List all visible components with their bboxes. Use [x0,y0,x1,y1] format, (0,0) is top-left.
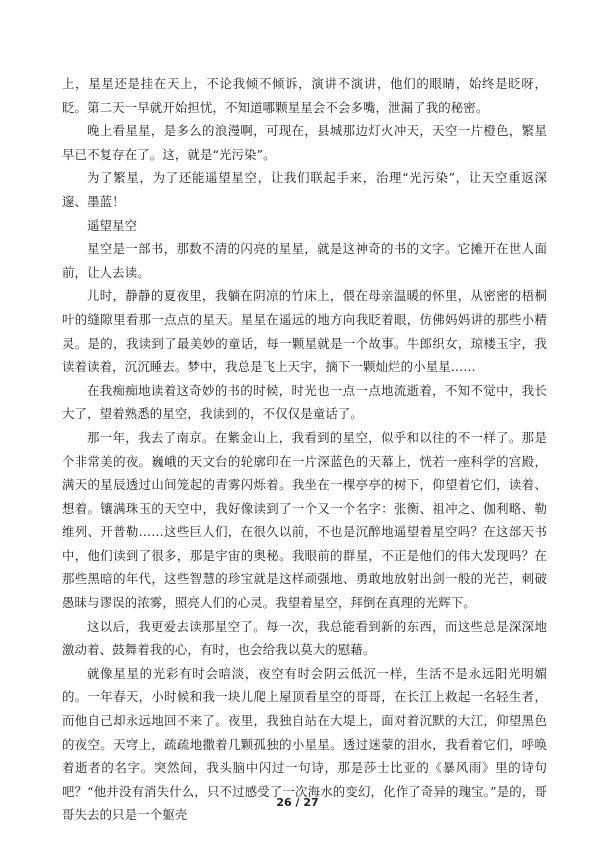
essay-title: 遥望星空 [87,217,138,233]
paragraph-brother: 就像星星的光彩有时会暗淡，夜空有时会阴云低沉一样，生活不是永远阳光明媚的。一年春天，小时候和我一块儿爬上屋顶看星空的哥哥，在长江上救起一名轻生者，而他自己却永远地回不来了。夜里，我独自站在大堤上，面对着沉默的大江，仰望黑色的夜空。天穹上，疏疏地撒着几颗孤独的小星星。透过迷蒙的泪水，我看着它们，呼唤着逝者的名字。突然间，我头脑中闪过一句诗，那是莎士比亚的《暴风雨》里的诗句吧？“他并没有消失什么，只不过感受了一次海水的变幻，化作了奇异的瑰宝。”是的，哥哥失去的只是一个躯壳 [62,665,547,823]
paragraph-continuation: 上，星星还是挂在天上，不论我倾不倾诉，演讲不演讲，他们的眼睛，始终是眨呀，眨。第二天一早就开始担忧，不知道哪颗星星会不会多嘴，泄漏了我的秘密。 [62,76,547,115]
paragraph-starry-book: 星空是一部书，那数不清的闪亮的星星，就是这神奇的书的文字。它摊开在世人面前，让人去读。 [62,241,547,280]
paragraph-growing-up: 在我痴痴地读着这奇妙的书的时候，时光也一点一点地流逝着，不知不觉中，我长大了，望着熟悉的星空，我读到的，不仅仅是童话了。 [62,382,547,422]
paragraph-nanjing: 那一年，我去了南京。在紫金山上，我看到的星空，似乎和以往的不一样了。那是个非常美的夜。巍峨的天文台的轮廓印在一片深蓝色的天幕上，恍若一座科学的宫殿，满天的星辰透过山间笼起的青雾闪烁着。我坐在一棵亭亭的树下，仰望着它们，读着、想着。镶满珠玉的天空中，我好像读到了一个又一个名字：张衡、祖冲之、伽利略、勒维列、开普勒……这些巨人们，在很久以前，不也是沉醉地遥望着星空吗？在这部天书中，他们读到了很多，那是宇宙的奥秘。我眼前的群星，不正是他们的伟大发现吗？在那些黑暗的年代，这些智慧的珍宝就是这样顽强地、勇敢地放射出剑一般的光芒，刺破愚昧与谬误的浓雾，照亮人们的心灵。我望着星空，拜倒在真理的光辉下。 [62,429,547,611]
paragraph-light-pollution: 晚上看星星，是多么的浪漫啊，可现在，县城那边灯火冲天，天空一片橙色，繁星早已不复存在了。这，就是“光污染”。 [62,123,547,162]
page-number: 26 / 27 [276,796,319,809]
document-body [62,72,547,827]
paragraph-love-reading: 这以后，我更爱去读那星空了。每一次，我总能看到新的东西，而这些总是深深地激动着、鼓舞着我的心，有时，也会给我以莫大的慰藉。 [62,618,547,658]
paragraph-call-to-action: 为了繁星，为了还能遥望星空，让我们联起手来，治理“光污染”，让天空重返深邃、墨蓝！ [62,170,547,209]
paragraph-childhood: 儿时，静静的夏夜里，我躺在阴凉的竹床上，偎在母亲温暖的怀里，从密密的梧桐叶的缝隙里看那一点点的星天。星星在遥远的地方向我眨着眼，仿佛妈妈讲的那些小精灵。是的，我读到了最美妙的童话，每一颗星就是一个故事。牛郎织女，琼楼玉宇，我读着读着，沉沉睡去。梦中，我总是飞上天宇，摘下一颗灿烂的小星星…… [62,288,547,375]
